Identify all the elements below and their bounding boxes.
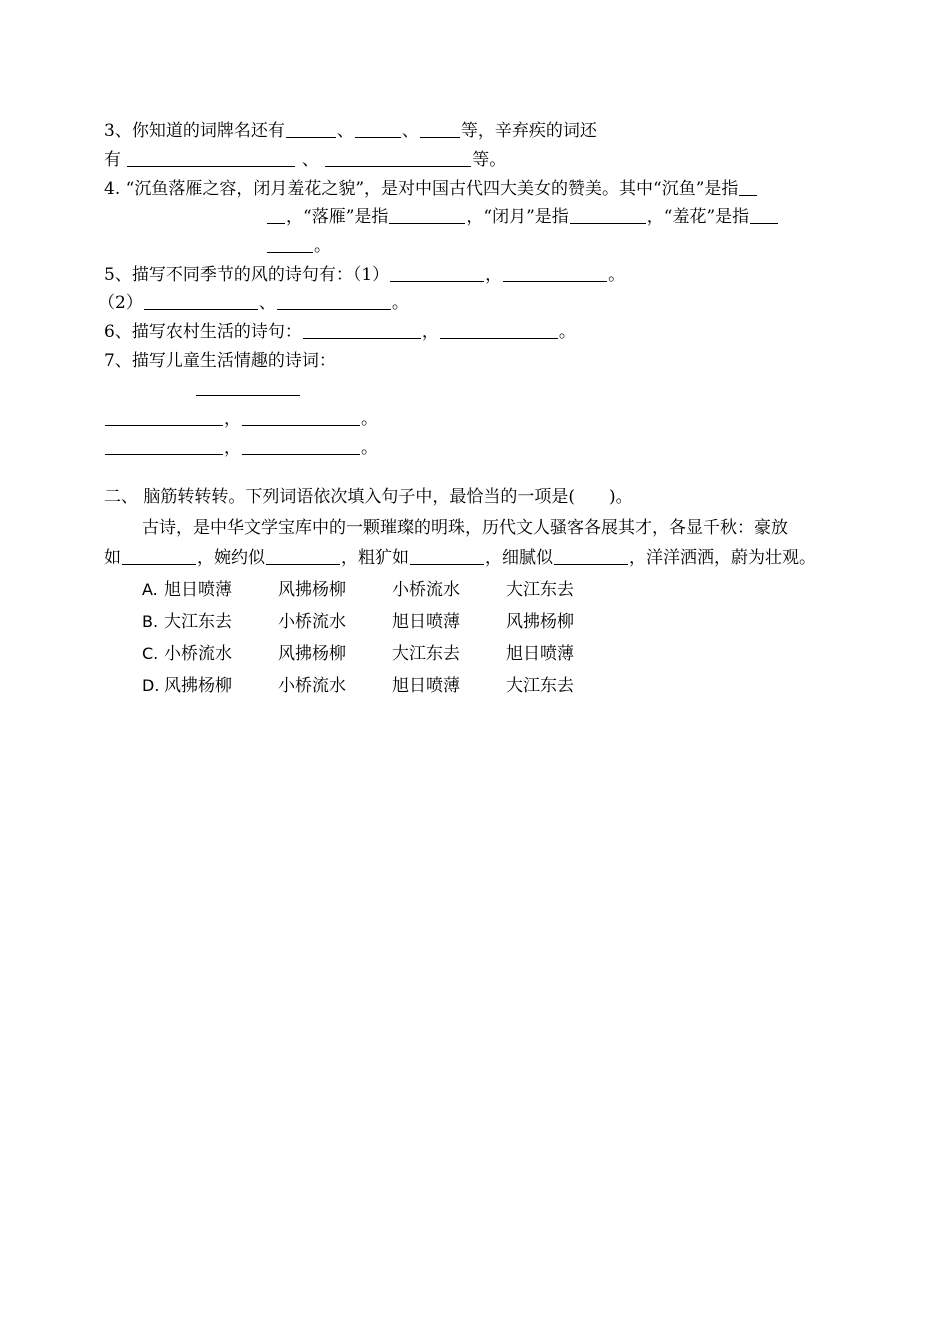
blank[interactable] [242, 438, 360, 455]
option-label: A. [142, 580, 158, 599]
option-word: 风拂杨柳 [164, 676, 232, 696]
question-5-line-1 [104, 264, 625, 286]
section-2-paragraph-line-2 [104, 547, 816, 569]
q7-text: ， [224, 438, 241, 458]
blank[interactable] [440, 322, 558, 339]
question-3-line-2 [104, 149, 506, 171]
question-4-line-3 [266, 235, 331, 257]
option-word: 大江东去 [506, 676, 574, 696]
blank[interactable] [420, 121, 460, 138]
blank[interactable] [410, 548, 484, 565]
option-a[interactable] [142, 579, 620, 601]
blank[interactable] [355, 121, 401, 138]
question-7-line [104, 350, 336, 372]
q7-text: 。 [361, 438, 378, 458]
blank[interactable] [390, 265, 484, 282]
blank[interactable] [503, 265, 607, 282]
question-7-answer-1 [104, 408, 378, 430]
blank[interactable] [303, 322, 421, 339]
section-2-paragraph-line-1: 古诗，是中华文学宝库中的一颗璀璨的明珠，历代文人骚客各展其才，各显千秋：豪放 [142, 518, 788, 538]
para-text: 如 [104, 548, 121, 568]
option-word: 大江东去 [392, 644, 460, 664]
blank[interactable] [242, 409, 360, 426]
q3-sep: 、 [401, 121, 419, 141]
option-word: 旭日喷薄 [392, 612, 460, 632]
option-word: 小桥流水 [392, 580, 460, 600]
q4-text: ，“羞花”是指 [646, 207, 750, 227]
q3-sep: 、 [336, 121, 354, 141]
option-word: 小桥流水 [164, 644, 232, 664]
question-7-blank-line [195, 378, 301, 400]
blank[interactable] [277, 293, 391, 310]
option-d[interactable] [142, 675, 620, 697]
option-word: 小桥流水 [278, 612, 346, 632]
option-word: 大江东去 [506, 580, 574, 600]
option-word: 旭日喷薄 [506, 644, 574, 664]
q5-text: 。 [608, 265, 626, 285]
q5-text: 5、描写不同季节的风的诗句有：（1） [104, 265, 390, 285]
blank[interactable] [554, 548, 628, 565]
para-text: ，洋洋洒洒，蔚为壮观。 [629, 548, 816, 568]
q3-text-a: 3、你知道的词牌名还有 [104, 121, 285, 141]
q7-text: 。 [361, 409, 378, 429]
blank[interactable] [739, 179, 757, 196]
option-word: 旭日喷薄 [392, 676, 460, 696]
option-label: B. [142, 612, 159, 631]
q5-text: 、 [258, 293, 276, 313]
question-5-line-2 [98, 292, 409, 314]
blank[interactable] [122, 548, 196, 565]
option-word: 大江东去 [164, 612, 232, 632]
blank[interactable] [325, 150, 471, 167]
q7-text: 7、描写儿童生活情趣的诗词： [104, 351, 336, 371]
q5-text: 。 [391, 293, 409, 313]
option-word: 风拂杨柳 [506, 612, 574, 632]
section-2-heading: 二、 脑筋转转转。下列词语依次填入句子中，最恰当的一项是( )。 [104, 487, 633, 507]
blank[interactable] [144, 293, 258, 310]
question-3-line-1 [104, 120, 597, 142]
blank[interactable] [267, 236, 313, 253]
q6-text: ， [421, 322, 439, 342]
q3-text-b: 等，辛弃疾的词还 [460, 121, 597, 141]
q3-sep: 、 [301, 150, 319, 170]
option-c[interactable] [142, 643, 620, 665]
option-label: D. [142, 676, 160, 695]
q7-text: ， [224, 409, 241, 429]
question-4-line-2 [266, 206, 779, 228]
question-4-line-1 [104, 178, 758, 200]
blank[interactable] [267, 207, 285, 224]
q3-text-d: 等。 [472, 150, 507, 170]
option-b[interactable] [142, 611, 620, 633]
q6-text: 6、描写农村生活的诗句： [104, 322, 302, 342]
option-word: 风拂杨柳 [278, 580, 346, 600]
blank[interactable] [105, 409, 223, 426]
option-label: C. [142, 644, 159, 663]
option-word: 旭日喷薄 [164, 580, 232, 600]
question-6-line [104, 321, 576, 343]
para-text: ，粗犷如 [341, 548, 409, 568]
q4-text: 4. “沉鱼落雁之容，闭月羞花之貌”，是对中国古代四大美女的赞美。其中“沉鱼”是指 [104, 179, 739, 199]
blank[interactable] [105, 438, 223, 455]
question-7-answer-2 [104, 437, 378, 459]
q3-text-c: 有 [104, 150, 121, 170]
q4-text: 。 [314, 236, 331, 256]
blank[interactable] [750, 207, 778, 224]
q4-text: ，“闭月”是指 [466, 207, 569, 227]
para-text: ，婉约似 [197, 548, 265, 568]
option-word: 小桥流水 [278, 676, 346, 696]
q6-text: 。 [558, 322, 576, 342]
option-word: 风拂杨柳 [278, 644, 346, 664]
blank[interactable] [196, 379, 300, 396]
q5-text: （2） [98, 293, 143, 313]
q4-text: ，“落雁”是指 [286, 207, 389, 227]
blank[interactable] [266, 548, 340, 565]
q5-text: ， [485, 265, 503, 285]
blank[interactable] [127, 150, 295, 167]
blank[interactable] [389, 207, 465, 224]
blank[interactable] [286, 121, 336, 138]
para-text: ，细腻似 [485, 548, 553, 568]
blank[interactable] [570, 207, 646, 224]
